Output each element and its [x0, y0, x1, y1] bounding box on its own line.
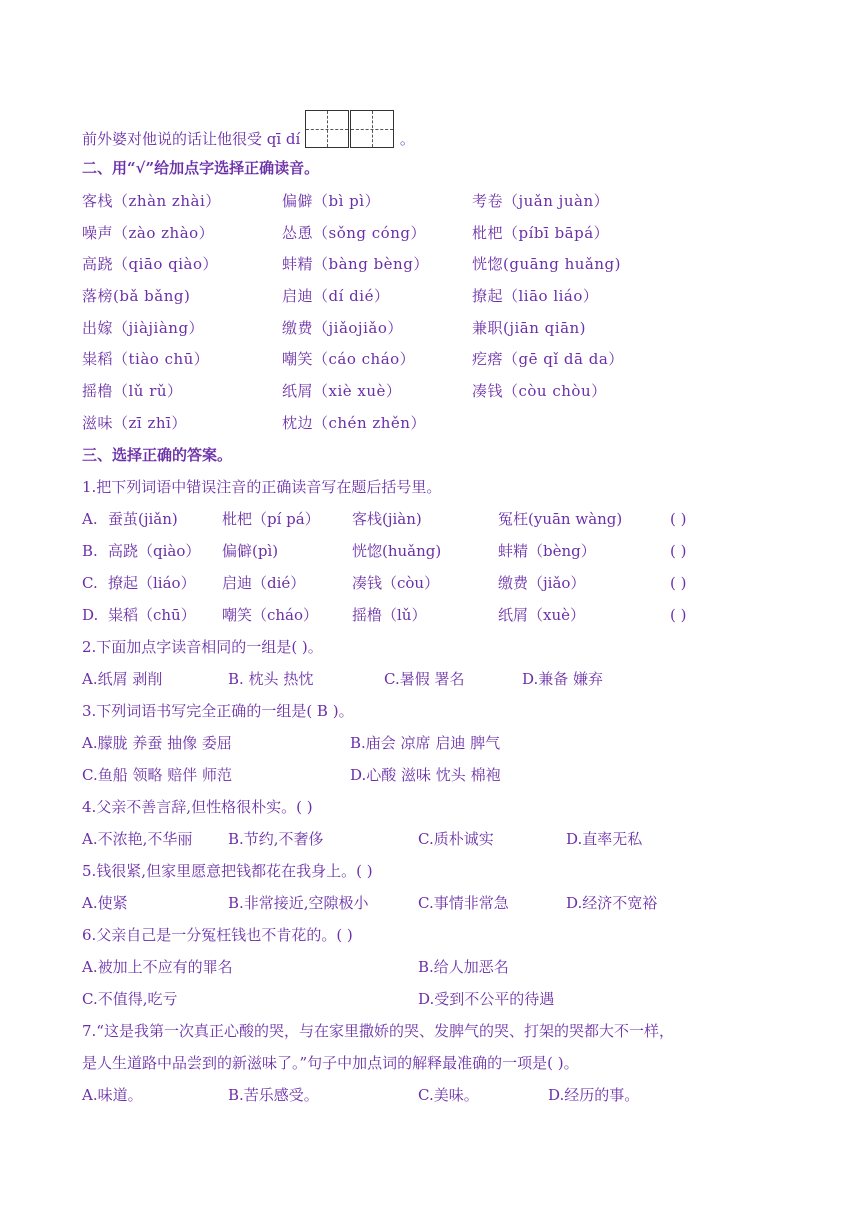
pron-item[interactable]: 枕边（chén zhěn）: [282, 414, 426, 432]
pron-item[interactable]: 纸屑（xiè xuè）: [282, 382, 402, 400]
pron-item[interactable]: 启迪（dí dié）: [282, 287, 390, 305]
pron-item[interactable]: 撩起（liāo liáo）: [472, 287, 599, 305]
q2-option-d[interactable]: D.兼备 嫌弃: [522, 670, 604, 688]
q3-option-a[interactable]: A.朦胧 养蚕 抽像 委屈: [82, 734, 232, 752]
pron-item[interactable]: 摇橹（lǔ rǔ）: [82, 382, 183, 400]
pron-item[interactable]: 缴费（jiǎojiǎo）: [282, 319, 403, 337]
pron-item[interactable]: 噪声（zào zhào）: [82, 224, 215, 242]
pron-item[interactable]: 怂恿（sǒng cóng）: [282, 224, 426, 242]
pron-item[interactable]: 出嫁（jiàjiàng）: [82, 319, 205, 337]
q1-option-item: 高跷（qiào）: [108, 542, 201, 560]
question-6-stem: 6.父亲自己是一分冤枉钱也不肯花的。( ): [82, 926, 353, 944]
pron-item[interactable]: 考卷（juǎn juàn）: [472, 192, 610, 210]
q3-option-b[interactable]: B.庙会 凉席 启迪 脾气: [350, 734, 501, 752]
q1-option-item: 偏僻(pì): [222, 542, 279, 560]
answer-paren[interactable]: ( ): [670, 542, 687, 560]
tian-box-1[interactable]: [305, 110, 349, 148]
q7-option-d[interactable]: D.经历的事。: [548, 1086, 640, 1104]
q5-option-a[interactable]: A.使紧: [82, 894, 128, 912]
q6-option-c[interactable]: C.不值得,吃亏: [82, 990, 178, 1008]
q1-option-item: 蚌精（bèng）: [498, 542, 596, 560]
q1-option-letter[interactable]: A.: [82, 510, 98, 528]
pron-item[interactable]: 嘲笑（cáo cháo）: [282, 350, 416, 368]
q4-option-a[interactable]: A.不浓艳,不华丽: [82, 830, 193, 848]
q1-option-item: 客栈(jiàn): [352, 510, 422, 528]
section-2-title: 二、用“√”给加点字选择正确读音。: [82, 159, 320, 177]
question-7-stem-line-1: 7.“这是我第一次真正心酸的哭，与在家里撒娇的哭、发脾气的哭、打架的哭都大不一样，: [82, 1022, 674, 1040]
question-5-stem: 5.钱很紧,但家里愿意把钱都花在我身上。( ): [82, 862, 373, 880]
q1-option-item: 嘲笑（cháo）: [222, 606, 319, 624]
tian-box-2[interactable]: [350, 110, 394, 148]
q3-option-d[interactable]: D.心酸 滋味 忱头 棉袍: [350, 766, 501, 784]
pron-item[interactable]: 蚌精（bàng bèng）: [282, 255, 429, 273]
q6-option-d[interactable]: D.受到不公平的待遇: [418, 990, 555, 1008]
pron-item[interactable]: 滋味（zī zhī）: [82, 414, 187, 432]
fill-in-line: [82, 110, 415, 146]
pron-item[interactable]: 客栈（zhàn zhài）: [82, 192, 221, 210]
answer-paren[interactable]: ( ): [670, 574, 687, 592]
question-4-stem: 4.父亲不善言辞,但性格很朴实。( ): [82, 798, 313, 816]
pron-item[interactable]: 枇杷（píbī bāpá）: [472, 224, 610, 242]
question-3-stem: 3.下列词语书写完全正确的一组是( B )。: [82, 702, 354, 720]
fill-in-end: 。: [399, 130, 415, 148]
q4-option-d[interactable]: D.直率无私: [566, 830, 643, 848]
q6-option-b[interactable]: B.给人加恶名: [418, 958, 509, 976]
q1-option-letter[interactable]: D.: [82, 606, 99, 624]
q1-option-item: 恍惚(huǎng): [352, 542, 442, 560]
pron-item[interactable]: 高跷（qiāo qiào）: [82, 255, 219, 273]
q1-option-letter[interactable]: B.: [82, 542, 98, 560]
q1-option-item: 粜稻（chū）: [108, 606, 196, 624]
pron-item[interactable]: 落榜(bǎ bǎng): [82, 287, 191, 305]
section-3-title: 三、选择正确的答案。: [82, 446, 233, 464]
q6-option-a[interactable]: A.被加上不应有的罪名: [82, 958, 233, 976]
pron-item[interactable]: 凑钱（còu chòu）: [472, 382, 607, 400]
fill-in-text: 前外婆对他说的话让他很受 qī dí: [82, 130, 301, 148]
q5-option-d[interactable]: D.经济不宽裕: [566, 894, 658, 912]
q1-option-item: 撩起（liáo）: [108, 574, 196, 592]
q1-option-item: 凑钱（còu）: [352, 574, 440, 592]
q2-option-c[interactable]: C.暑假 署名: [384, 670, 465, 688]
answer-paren[interactable]: ( ): [670, 510, 687, 528]
q2-option-b[interactable]: B. 枕头 热忱: [228, 670, 314, 688]
pron-item[interactable]: 疙瘩（gē qǐ dā da）: [472, 350, 624, 368]
q5-option-c[interactable]: C.事情非常急: [418, 894, 509, 912]
q1-option-item: 枇杷（pí pá）: [222, 510, 320, 528]
question-2-stem: 2.下面加点字读音相同的一组是( )。: [82, 638, 323, 656]
q7-option-a[interactable]: A.味道。: [82, 1086, 143, 1104]
q4-option-c[interactable]: C.质朴诚实: [418, 830, 494, 848]
pron-item[interactable]: 粜稻（tiào chū）: [82, 350, 210, 368]
q2-option-a[interactable]: A.纸屑 剥削: [82, 670, 163, 688]
q1-option-item: 摇橹（lǔ）: [352, 606, 427, 624]
q1-option-item: 启迪（dié）: [222, 574, 306, 592]
question-1-stem: 1.把下列词语中错误注音的正确读音写在题后括号里。: [82, 478, 442, 496]
answer-paren[interactable]: ( ): [670, 606, 687, 624]
q1-option-letter[interactable]: C.: [82, 574, 98, 592]
pron-item[interactable]: 兼职(jiān qiān): [472, 319, 587, 337]
q1-option-item: 蚕茧(jiǎn): [108, 510, 178, 528]
question-7-stem-line-2: 是人生道路中品尝到的新滋味了。”句子中加点词的解释最准确的一项是( )。: [82, 1054, 579, 1072]
q7-option-c[interactable]: C.美味。: [418, 1086, 479, 1104]
q1-option-item: 缴费（jiǎo）: [498, 574, 586, 592]
q4-option-b[interactable]: B.节约,不奢侈: [228, 830, 324, 848]
pron-item[interactable]: 恍惚(guāng huǎng): [472, 255, 621, 273]
q1-option-item: 冤枉(yuān wàng): [498, 510, 623, 528]
writing-grid[interactable]: [305, 110, 395, 161]
q3-option-c[interactable]: C.鱼船 领略 赔伴 师范: [82, 766, 233, 784]
pron-item[interactable]: 偏僻（bì pì）: [282, 192, 381, 210]
q1-option-item: 纸屑（xuè）: [498, 606, 585, 624]
q7-option-b[interactable]: B.苦乐感受。: [228, 1086, 319, 1104]
q5-option-b[interactable]: B.非常接近,空隙极小: [228, 894, 369, 912]
